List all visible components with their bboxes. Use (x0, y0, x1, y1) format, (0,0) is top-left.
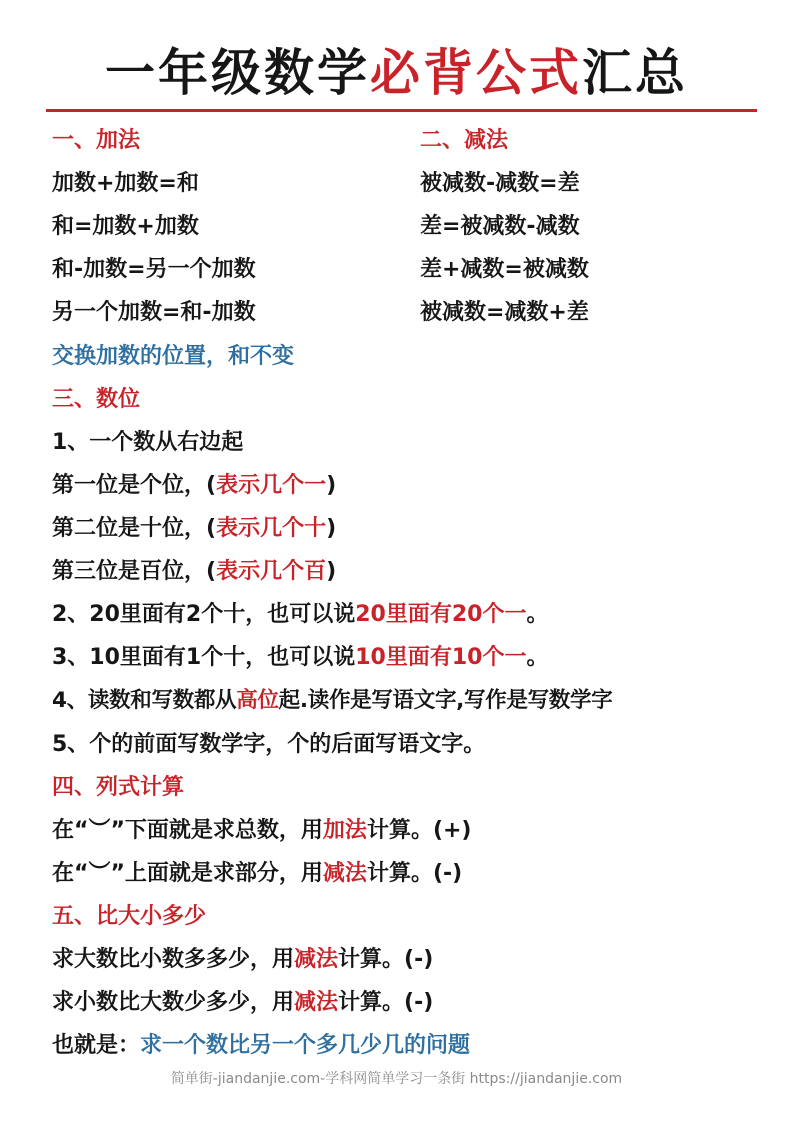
text: 2、20里面有2个十，也可以说 (52, 602, 356, 627)
addition-note: 交换加数的位置，和不变 (52, 344, 295, 369)
section-place-value-heading: 三、数位 (52, 387, 141, 412)
text: ) (326, 516, 337, 541)
compare-line-1 (52, 942, 433, 978)
text: 。 (526, 645, 549, 670)
text: ) (326, 559, 337, 584)
text: 计算。(+) (366, 818, 472, 843)
highlight: 10里面有10个一 (355, 645, 527, 670)
subtraction-formula-1: 被减数-减数=差 (420, 171, 580, 196)
addition-formula-1: 加数+加数=和 (52, 171, 199, 196)
text: 计算。(-) (366, 861, 463, 886)
highlight: 表示几个百 (216, 559, 327, 584)
text: 4、读数和写数都从 (52, 688, 237, 713)
section-compare-heading: 五、比大小多少 (52, 904, 207, 929)
section-addition-heading: 一、加法 (52, 128, 141, 153)
text: 在“︶”上面就是求部分，用 (52, 861, 323, 886)
section-subtraction-heading: 二、减法 (420, 128, 509, 153)
text: 计算。(-) (338, 990, 434, 1015)
compare-line-3 (52, 1028, 470, 1064)
highlight: 减法 (294, 990, 339, 1015)
text: 求小数比大数少多少，用 (52, 990, 295, 1015)
highlight: 减法 (294, 947, 339, 972)
highlight: 高位 (236, 688, 279, 713)
highlight: 求一个数比另一个多几少几的问题 (140, 1033, 471, 1058)
highlight: 加法 (322, 818, 367, 843)
text: 起.读作是写语文字,写作是写数学字 (278, 688, 613, 713)
text: 3、10里面有1个十，也可以说 (52, 645, 356, 670)
highlight: 表示几个十 (216, 516, 327, 541)
place-value-line-2 (52, 468, 336, 504)
title-part-1: 一年级数学 (105, 44, 370, 102)
addition-formula-3: 和-加数=另一个加数 (52, 257, 256, 282)
text: 第二位是十位，( (52, 516, 217, 541)
text: 计算。(-) (338, 947, 434, 972)
place-value-line-8: 5、个的前面写数学字，个的后面写语文字。 (52, 732, 486, 757)
equation-line-1 (52, 813, 471, 849)
subtraction-formula-4: 被减数=减数+差 (420, 300, 589, 325)
subtraction-formula-2: 差=被减数-减数 (420, 214, 580, 239)
title-part-3: 汇总 (582, 44, 688, 102)
title-divider (46, 109, 757, 112)
text: 也就是： (52, 1033, 141, 1058)
text: 求大数比小数多多少，用 (52, 947, 295, 972)
text: ) (326, 473, 337, 498)
place-value-line-5 (52, 597, 548, 633)
place-value-line-3 (52, 511, 336, 547)
place-value-line-6 (52, 640, 548, 676)
place-value-line-7 (52, 683, 612, 719)
highlight: 表示几个一 (216, 473, 327, 498)
text: 。 (526, 602, 549, 627)
equation-line-2 (52, 856, 462, 892)
title-part-2: 必背公式 (370, 44, 582, 102)
section-equation-heading: 四、列式计算 (52, 775, 185, 800)
place-value-line-4 (52, 554, 336, 590)
footer-watermark: 简单街-jiandanjie.com-学科网简单学习一条街 https://jiandanjie.com (170, 1071, 623, 1087)
text: 第一位是个位，( (52, 473, 217, 498)
subtraction-formula-3: 差+减数=被减数 (420, 257, 589, 282)
highlight: 20里面有20个一 (355, 602, 527, 627)
addition-formula-4: 另一个加数=和-加数 (52, 300, 256, 325)
page-title (0, 40, 793, 106)
text: 第三位是百位，( (52, 559, 217, 584)
addition-formula-2: 和=加数+加数 (52, 214, 199, 239)
compare-line-2 (52, 985, 433, 1021)
highlight: 减法 (322, 861, 367, 886)
text: 在“︶”下面就是求总数，用 (52, 818, 323, 843)
place-value-line-1: 1、一个数从右边起 (52, 430, 244, 455)
